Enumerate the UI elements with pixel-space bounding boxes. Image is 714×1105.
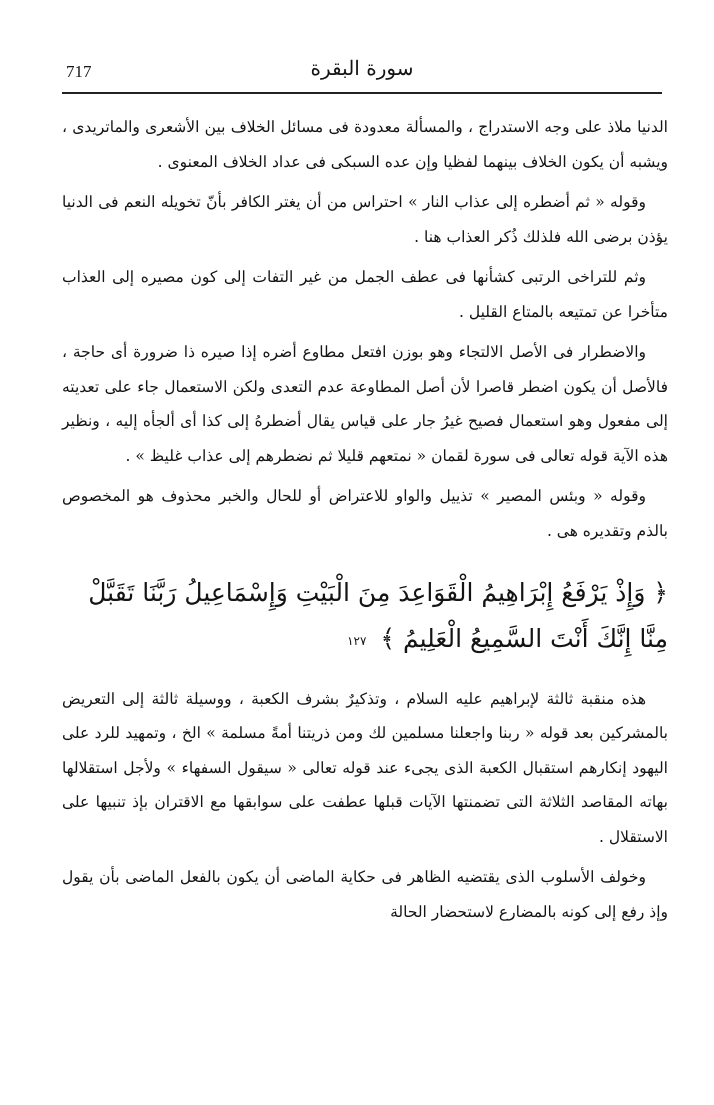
paragraph-2: وقوله « ثم أضطره إلى عذاب النار » احتراس من أن يغتر الكافر بأنّ تخويله النعم فى الدنيا يؤذن برضى الله فلذلك ذُكر العذاب هنا . (62, 193, 668, 246)
paragraph-7: وخولف الأسلوب الذى يقتضيه الظاهر فى حكاية الماضى أن يكون بالفعل الماضى بأن يقول وإذ رفع إلى كونه بالمضارع لاستحضار الحالة (62, 868, 668, 921)
quran-verse (62, 570, 668, 664)
surah-title: سورة البقرة (310, 56, 414, 80)
paragraph-6: هذه منقبة ثالثة لإبراهيم عليه السلام ، وتذكيرٌ بشرف الكعبة ، ووسيلة ثالثة إلى التعريض بالمشركين بعد قوله « ربنا واجعلنا مسلمين لك ومن ذريتنا أمةً مسلمة » الخ ، وتمهيد للرد على اليهود إنكارهم استقبال الكعبة الذى يجىء عند قوله تعالى « سيقول السفهاء » ولأجل استقلالها بهاته المقاصد الثلاثة التى تضمنتها الآيات قبلها عطفت على سوابقها مع الاقتران بإذ تنبيها على الاستقلال . (62, 689, 668, 846)
paragraph-4: والاضطرار فى الأصل الالتجاء وهو بوزن افتعل مطاوع أضره إذا صيره ذا ضرورة أى حاجة ، فالأصل أن يكون اضطر قاصرا لأن أصل المطاوعة عدم التعدى ولكن الاستعمال جاء على تعديته إلى مفعول وهو استعمال فصيح غيرُ جار على قياس يقال أضطرهُ إلى كذا أى ألجأه إليه ، ونظير هذه الآية قوله تعالى فى سورة لقمان « نمتعهم قليلا ثم نضطرهم إلى عذاب غليظ » . (62, 343, 668, 465)
page-header (62, 52, 662, 92)
page-number: 717 (66, 62, 92, 81)
paragraph-3: وثم للتراخى الرتبى كشأنها فى عطف الجمل من غير التفات إلى كون مصيره إلى العذاب متأخرا عن تمتيعه بالمتاع القليل . (62, 268, 668, 321)
verse-number: ١٢٧ (347, 633, 367, 648)
verse-text: ﴿ وَإِذْ يَرْفَعُ إِبْرَاهِيمُ الْقَوَاعِدَ مِنَ الْبَيْتِ وَإِسْمَاعِيلُ رَبَّنَا تَقَبَّلْ مِنَّا إِنَّكَ أَنْتَ السَّمِيعُ الْعَلِيمُ ﴾ (88, 578, 668, 653)
paragraph-5: وقوله « وبئس المصير » تذييل والواو للاعتراض أو للحال والخبر محذوف هو المخصوص بالذم وتقديره هى . (62, 487, 668, 540)
paragraph-1: الدنيا ملاذ على وجه الاستدراج ، والمسألة معدودة فى مسائل الخلاف بين الأشعرى والماتريدى ، ويشبه أن يكون الخلاف بينهما لفظيا وإن عده السبكى فى عداد الخلاف المعنوى . (62, 118, 668, 171)
page-body (62, 110, 668, 935)
header-divider (62, 92, 662, 94)
